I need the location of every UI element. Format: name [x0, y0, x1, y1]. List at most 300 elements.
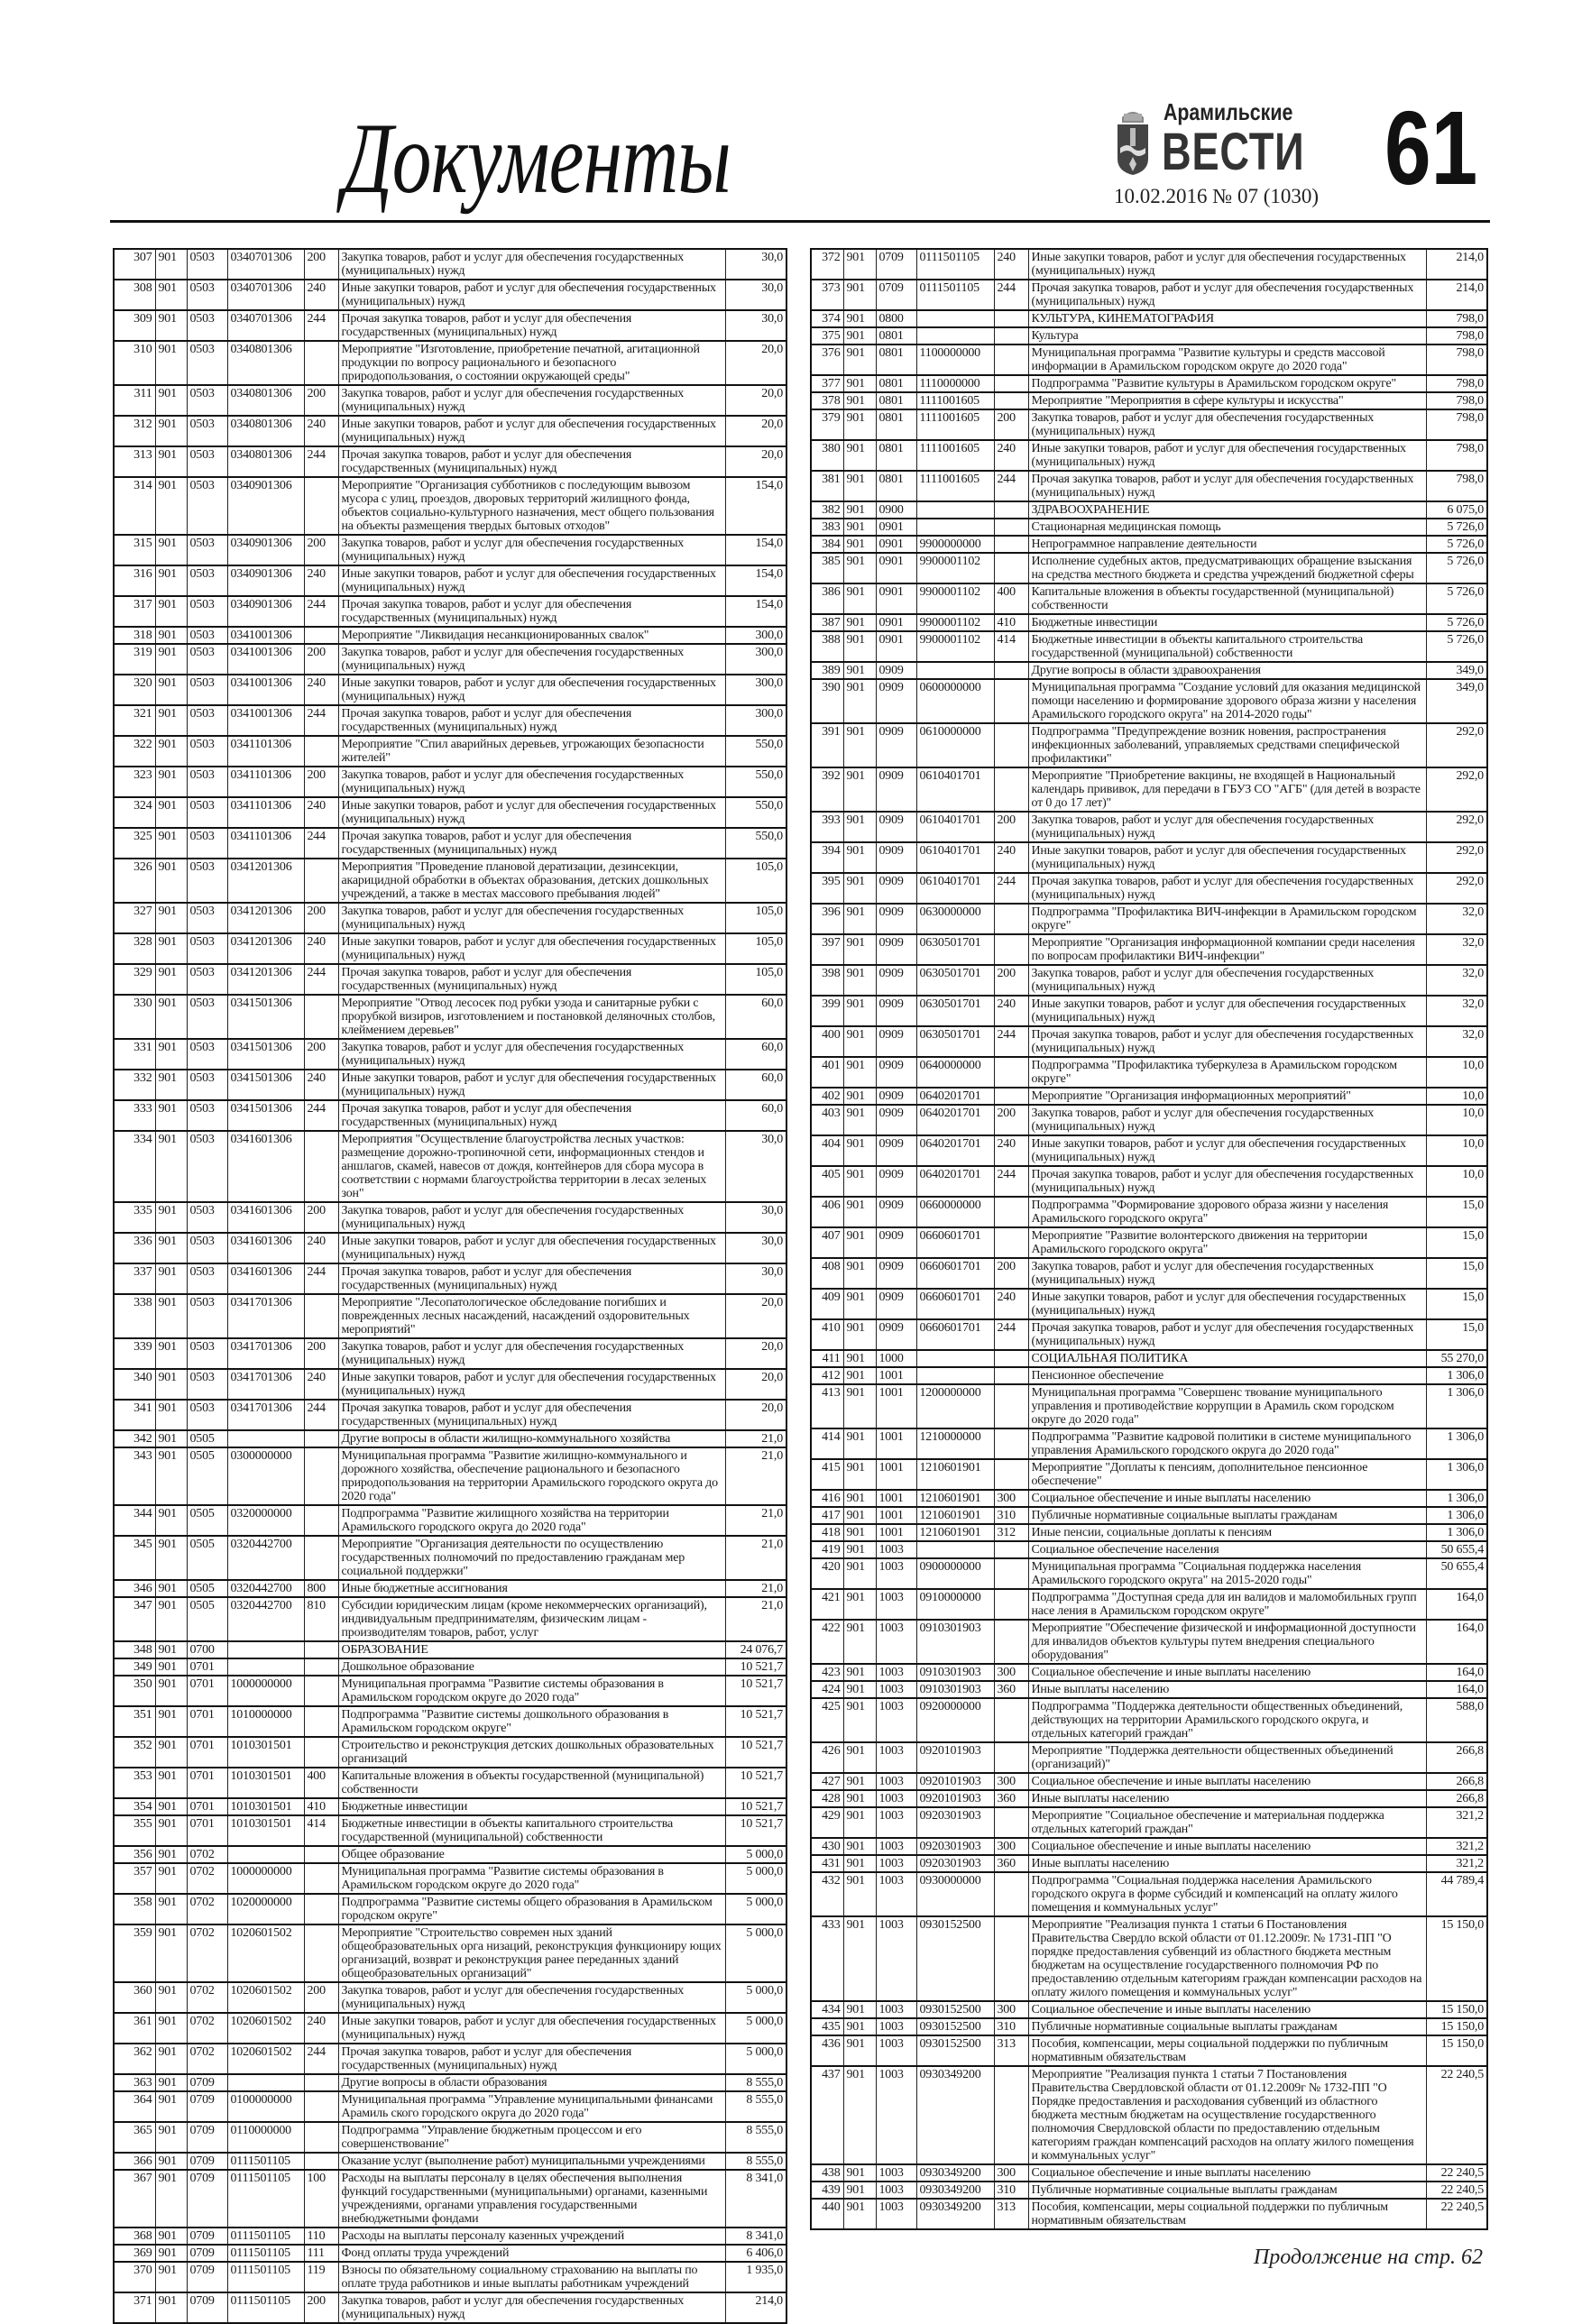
item-description: Закупка товаров, работ и услуг для обеспечения государственных (муниципальных) нужд — [338, 1982, 725, 2013]
table-row — [114, 249, 786, 280]
table-row — [811, 1258, 1487, 1289]
expense-type-code — [994, 1197, 1028, 1227]
section-code: 1003 — [876, 2066, 916, 2164]
table-row — [114, 2228, 786, 2245]
row-number: 361 — [114, 2013, 155, 2044]
row-number: 381 — [811, 471, 843, 501]
target-item-code — [227, 1641, 304, 1658]
department-code: 901 — [843, 2066, 876, 2164]
department-code: 901 — [843, 1459, 876, 1490]
target-item-code: 0930000000 — [916, 1872, 994, 1916]
section-code: 0503 — [187, 797, 227, 828]
table-row — [811, 1773, 1487, 1790]
row-number: 327 — [114, 903, 155, 933]
amount: 8 555,0 — [725, 2153, 786, 2170]
department-code: 901 — [843, 1197, 876, 1227]
department-code: 901 — [843, 1698, 876, 1742]
department-code: 901 — [843, 392, 876, 409]
expense-type-code: 119 — [304, 2262, 338, 2292]
department-code: 901 — [155, 1641, 187, 1658]
target-item-code: 0341501306 — [227, 1100, 304, 1131]
table-row — [114, 2044, 786, 2074]
table-row — [114, 310, 786, 341]
department-code: 901 — [843, 1227, 876, 1258]
target-item-code: 0340701306 — [227, 310, 304, 341]
target-item-code: 0630501701 — [916, 965, 994, 996]
section-code: 1003 — [876, 1773, 916, 1790]
department-code: 901 — [155, 1369, 187, 1400]
row-number: 356 — [114, 1846, 155, 1863]
target-item-code: 0340901306 — [227, 596, 304, 627]
target-item-code: 0111501105 — [227, 2228, 304, 2245]
item-description: Прочая закупка товаров, работ и услуг для обеспечения государственных (муниципальных) нужд — [338, 596, 725, 627]
expense-type-code — [304, 859, 338, 903]
table-row — [114, 2170, 786, 2228]
department-code: 901 — [843, 440, 876, 471]
amount: 1 306,0 — [1426, 1507, 1487, 1524]
target-item-code: 1020000000 — [227, 1894, 304, 1924]
department-code: 901 — [155, 1580, 187, 1597]
section-code: 0702 — [187, 2013, 227, 2044]
section-code: 1003 — [876, 1916, 916, 2001]
expense-type-code: 240 — [304, 416, 338, 446]
row-number: 371 — [114, 2292, 155, 2323]
section-code: 0909 — [876, 1197, 916, 1227]
expense-type-code: 110 — [304, 2228, 338, 2245]
amount: 154,0 — [725, 596, 786, 627]
table-row — [811, 2164, 1487, 2182]
expense-type-code — [994, 519, 1028, 536]
target-item-code: 1210000000 — [916, 1428, 994, 1459]
target-item-code: 0930152500 — [916, 2035, 994, 2066]
expense-type-code — [994, 723, 1028, 767]
target-item-code: 0340901306 — [227, 477, 304, 535]
department-code: 901 — [843, 471, 876, 501]
item-description: Прочая закупка товаров, работ и услуг для обеспечения государственных (муниципальных) нужд — [338, 1263, 725, 1294]
expense-type-code: 200 — [304, 767, 338, 797]
amount: 32,0 — [1426, 996, 1487, 1026]
table-row — [811, 1384, 1487, 1428]
expense-type-code — [994, 1350, 1028, 1367]
row-number: 406 — [811, 1197, 843, 1227]
table-row — [811, 519, 1487, 536]
department-code: 901 — [843, 965, 876, 996]
section-code: 0909 — [876, 679, 916, 723]
row-number: 433 — [811, 1916, 843, 2001]
amount: 20,0 — [725, 1338, 786, 1369]
item-description: Социальное обеспечение и иные выплаты населению — [1028, 1664, 1426, 1681]
expense-type-code: 244 — [304, 828, 338, 859]
target-item-code: 0930349200 — [916, 2199, 994, 2229]
row-number: 386 — [811, 583, 843, 614]
row-number: 315 — [114, 535, 155, 565]
target-item-code: 0341201306 — [227, 859, 304, 903]
department-code: 901 — [155, 416, 187, 446]
row-number: 308 — [114, 280, 155, 310]
department-code: 901 — [843, 536, 876, 553]
row-number: 353 — [114, 1768, 155, 1798]
expense-type-code: 200 — [304, 1982, 338, 2013]
section-code: 0701 — [187, 1798, 227, 1815]
section-code: 0909 — [876, 1258, 916, 1289]
expense-type-code: 313 — [994, 2035, 1028, 2066]
row-number: 402 — [811, 1088, 843, 1105]
item-description: Подпрограмма "Доступная среда для ин валидов и маломобильных групп насе ления в Арамильском городском округе" — [1028, 1589, 1426, 1620]
section-code: 0503 — [187, 1070, 227, 1100]
expense-type-code — [994, 392, 1028, 409]
row-number: 416 — [811, 1490, 843, 1507]
expense-type-code: 240 — [994, 249, 1028, 280]
section-code: 0503 — [187, 1131, 227, 1202]
table-row — [114, 1676, 786, 1706]
amount: 164,0 — [1426, 1620, 1487, 1664]
department-code: 901 — [843, 2001, 876, 2018]
expense-type-code — [994, 536, 1028, 553]
expense-type-code: 240 — [304, 280, 338, 310]
expense-type-code: 200 — [994, 1105, 1028, 1135]
item-description: Подпрограмма "Развитие системы дошкольного образования в Арамильском городском округе" — [338, 1706, 725, 1737]
table-row — [114, 1580, 786, 1597]
department-code: 901 — [843, 553, 876, 583]
section-code: 0701 — [187, 1658, 227, 1676]
row-number: 340 — [114, 1369, 155, 1400]
amount: 1 935,0 — [725, 2262, 786, 2292]
target-item-code: 1210601901 — [916, 1507, 994, 1524]
department-code: 901 — [843, 1428, 876, 1459]
amount: 5 726,0 — [1426, 519, 1487, 536]
expense-type-code — [304, 2091, 338, 2122]
expense-type-code — [994, 1459, 1028, 1490]
item-description: Непрограммное направление деятельности — [1028, 536, 1426, 553]
section-code: 0702 — [187, 1894, 227, 1924]
target-item-code: 0930349200 — [916, 2164, 994, 2182]
department-code: 901 — [155, 310, 187, 341]
department-code: 901 — [155, 627, 187, 644]
row-number: 397 — [811, 934, 843, 965]
item-description: Закупка товаров, работ и услуг для обеспечения государственных (муниципальных) нужд — [1028, 409, 1426, 440]
table-row — [114, 1641, 786, 1658]
item-description: Прочая закупка товаров, работ и услуг для обеспечения государственных (муниципальных) нужд — [1028, 280, 1426, 310]
table-row — [114, 1737, 786, 1768]
section-code: 1003 — [876, 1698, 916, 1742]
row-number: 367 — [114, 2170, 155, 2228]
section-code: 0709 — [187, 2153, 227, 2170]
row-number: 333 — [114, 1100, 155, 1131]
expense-type-code — [304, 1641, 338, 1658]
item-description: Прочая закупка товаров, работ и услуг для обеспечения государственных (муниципальных) нужд — [338, 1400, 725, 1430]
item-description: Культура — [1028, 327, 1426, 344]
department-code: 901 — [843, 2182, 876, 2199]
department-code: 901 — [843, 310, 876, 327]
section-code: 0709 — [187, 2245, 227, 2262]
expense-type-code: 244 — [994, 1026, 1028, 1057]
department-code: 901 — [155, 596, 187, 627]
department-code: 901 — [843, 1855, 876, 1872]
target-item-code: 1210601901 — [916, 1459, 994, 1490]
table-row — [811, 1589, 1487, 1620]
table-row — [811, 1350, 1487, 1367]
row-number: 339 — [114, 1338, 155, 1369]
item-description: Иные закупки товаров, работ и услуг для обеспечения государственных (муниципальных) нужд — [338, 797, 725, 828]
expense-type-code: 400 — [304, 1768, 338, 1798]
table-row — [811, 1807, 1487, 1838]
department-code: 901 — [155, 446, 187, 477]
amount: 321,2 — [1426, 1855, 1487, 1872]
item-description: Пенсионное обеспечение — [1028, 1367, 1426, 1384]
amount: 10 521,7 — [725, 1658, 786, 1676]
amount: 55 270,0 — [1426, 1350, 1487, 1367]
amount: 20,0 — [725, 1294, 786, 1338]
row-number: 436 — [811, 2035, 843, 2066]
section-code: 0505 — [187, 1580, 227, 1597]
row-number: 401 — [811, 1057, 843, 1088]
expense-type-code — [994, 1367, 1028, 1384]
item-description: Подпрограмма "Управление бюджетным процессом и его совершенствование" — [338, 2122, 725, 2153]
target-item-code: 0320442700 — [227, 1580, 304, 1597]
paper-name-main: ВЕСТИ — [1162, 123, 1305, 181]
expense-type-code: 111 — [304, 2245, 338, 2262]
item-description: Пособия, компенсации, меры социальной поддержки по публичным нормативным обязательствам — [1028, 2035, 1426, 2066]
target-item-code: 0341601306 — [227, 1131, 304, 1202]
section-code: 0801 — [876, 440, 916, 471]
section-code: 0901 — [876, 519, 916, 536]
item-description: Прочая закупка товаров, работ и услуг для обеспечения государственных (муниципальных) нужд — [338, 2044, 725, 2074]
amount: 20,0 — [725, 1369, 786, 1400]
department-code: 901 — [155, 767, 187, 797]
expense-type-code — [304, 736, 338, 767]
item-description: Прочая закупка товаров, работ и услуг для обеспечения государственных (муниципальных) нужд — [338, 446, 725, 477]
expense-type-code — [304, 1447, 338, 1505]
department-code: 901 — [155, 1100, 187, 1131]
expense-type-code: 200 — [304, 1202, 338, 1233]
item-description: Подпрограмма "Развитие культуры в Арамильском городском округе" — [1028, 375, 1426, 392]
table-row — [114, 1924, 786, 1982]
expense-type-code: 240 — [304, 1070, 338, 1100]
table-row — [811, 1166, 1487, 1197]
target-item-code: 1010301501 — [227, 1737, 304, 1768]
amount: 5 000,0 — [725, 2013, 786, 2044]
table-row — [811, 1664, 1487, 1681]
budget-table-right — [810, 248, 1488, 2230]
expense-type-code — [304, 1846, 338, 1863]
amount: 300,0 — [725, 644, 786, 675]
expense-type-code: 200 — [304, 1338, 338, 1369]
amount: 50 655,4 — [1426, 1541, 1487, 1558]
row-number: 341 — [114, 1400, 155, 1430]
expense-type-code — [994, 679, 1028, 723]
amount: 550,0 — [725, 767, 786, 797]
amount: 8 555,0 — [725, 2091, 786, 2122]
section-code: 0801 — [876, 471, 916, 501]
section-code: 0801 — [876, 344, 916, 375]
department-code: 901 — [155, 828, 187, 859]
expense-type-code: 300 — [994, 1490, 1028, 1507]
table-row — [114, 1768, 786, 1798]
target-item-code: 1010301501 — [227, 1768, 304, 1798]
expense-type-code: 414 — [994, 631, 1028, 662]
section-code: 1003 — [876, 1872, 916, 1916]
row-number: 400 — [811, 1026, 843, 1057]
table-row — [811, 1319, 1487, 1350]
row-number: 440 — [811, 2199, 843, 2229]
expense-type-code: 244 — [304, 596, 338, 627]
row-number: 392 — [811, 767, 843, 812]
table-row — [811, 392, 1487, 409]
item-description: Иные пенсии, социальные доплаты к пенсиям — [1028, 1524, 1426, 1541]
row-number: 398 — [811, 965, 843, 996]
row-number: 343 — [114, 1447, 155, 1505]
amount: 30,0 — [725, 1131, 786, 1202]
department-code: 901 — [843, 1524, 876, 1541]
expense-type-code — [304, 1676, 338, 1706]
section-code: 0505 — [187, 1505, 227, 1536]
item-description: Подпрограмма "Поддержка деятельности общественных объединений, действующих на территории Арамильского городского округа, и отдельных категорий граждан" — [1028, 1698, 1426, 1742]
section-code: 0702 — [187, 1846, 227, 1863]
amount: 266,8 — [1426, 1742, 1487, 1773]
section-code: 0709 — [876, 249, 916, 280]
table-row — [811, 614, 1487, 631]
amount: 550,0 — [725, 797, 786, 828]
amount: 1 306,0 — [1426, 1459, 1487, 1490]
expense-type-code: 360 — [994, 1790, 1028, 1807]
target-item-code: 0920301903 — [916, 1807, 994, 1838]
amount: 10 521,7 — [725, 1768, 786, 1798]
table-row — [114, 280, 786, 310]
item-description: Субсидии юридическим лицам (кроме некоммерческих организаций), индивидуальным предпринимателям, физическим лицам - производителям товаров, работ, услуг — [338, 1597, 725, 1641]
amount: 349,0 — [1426, 679, 1487, 723]
amount: 550,0 — [725, 736, 786, 767]
item-description: Мероприятие "Доплаты к пенсиям, дополнительное пенсионное обеспечение" — [1028, 1459, 1426, 1490]
table-row — [811, 631, 1487, 662]
expense-type-code: 800 — [304, 1580, 338, 1597]
row-number: 359 — [114, 1924, 155, 1982]
table-row — [114, 1070, 786, 1100]
target-item-code: 0910301903 — [916, 1664, 994, 1681]
section-code: 1003 — [876, 1790, 916, 1807]
table-row — [811, 1698, 1487, 1742]
expense-type-code — [304, 341, 338, 385]
department-code: 901 — [843, 1620, 876, 1664]
amount: 588,0 — [1426, 1698, 1487, 1742]
section-code: 0709 — [187, 2091, 227, 2122]
row-number: 347 — [114, 1597, 155, 1641]
section-code: 0503 — [187, 1233, 227, 1263]
amount: 32,0 — [1426, 904, 1487, 934]
item-description: Муниципальная программа "Развитие системы образования в Арамильском городском округе до 2020 года" — [338, 1676, 725, 1706]
department-code: 901 — [843, 1350, 876, 1367]
target-item-code — [916, 327, 994, 344]
department-code: 901 — [155, 1202, 187, 1233]
department-code: 901 — [843, 1367, 876, 1384]
target-item-code: 0640201701 — [916, 1135, 994, 1166]
amount: 798,0 — [1426, 375, 1487, 392]
amount: 20,0 — [725, 416, 786, 446]
table-row — [114, 1263, 786, 1294]
table-row — [811, 1459, 1487, 1490]
row-number: 399 — [811, 996, 843, 1026]
item-description: Иные закупки товаров, работ и услуг для обеспечения государственных (муниципальных) нужд — [338, 933, 725, 964]
amount: 21,0 — [725, 1505, 786, 1536]
amount: 105,0 — [725, 964, 786, 995]
section-code: 0503 — [187, 1100, 227, 1131]
expense-type-code: 244 — [304, 705, 338, 736]
amount: 22 240,5 — [1426, 2199, 1487, 2229]
table-row — [811, 1507, 1487, 1524]
item-description: Бюджетные инвестиции — [338, 1798, 725, 1815]
row-number: 358 — [114, 1894, 155, 1924]
table-row — [114, 1338, 786, 1369]
item-description: Закупка товаров, работ и услуг для обеспечения государственных (муниципальных) нужд — [338, 767, 725, 797]
table-row — [114, 446, 786, 477]
item-description: Муниципальная программа "Совершенс твование муниципального управления и противодействие коррупции в Арамиль ском городском округе до 2020 года" — [1028, 1384, 1426, 1428]
row-number: 328 — [114, 933, 155, 964]
table-row — [811, 1681, 1487, 1698]
section-code: 1003 — [876, 1664, 916, 1681]
table-row — [114, 596, 786, 627]
section-code: 0701 — [187, 1706, 227, 1737]
table-row — [114, 933, 786, 964]
department-code: 901 — [155, 535, 187, 565]
expense-type-code: 244 — [994, 1319, 1028, 1350]
section-code: 0909 — [876, 1166, 916, 1197]
section-code: 0701 — [187, 1768, 227, 1798]
section-code: 0503 — [187, 385, 227, 416]
table-row — [811, 1289, 1487, 1319]
target-item-code: 9900001102 — [916, 614, 994, 631]
amount: 15,0 — [1426, 1258, 1487, 1289]
table-row — [114, 1131, 786, 1202]
row-number: 418 — [811, 1524, 843, 1541]
department-code: 901 — [155, 1924, 187, 1982]
section-code: 0503 — [187, 280, 227, 310]
expense-type-code — [994, 904, 1028, 934]
amount: 5 000,0 — [725, 1846, 786, 1863]
department-code: 901 — [155, 385, 187, 416]
row-number: 385 — [811, 553, 843, 583]
target-item-code: 0341501306 — [227, 1039, 304, 1070]
amount: 214,0 — [1426, 280, 1487, 310]
expense-type-code — [304, 477, 338, 535]
department-code: 901 — [155, 644, 187, 675]
row-number: 431 — [811, 1855, 843, 1872]
amount: 21,0 — [725, 1597, 786, 1641]
section-code: 0505 — [187, 1447, 227, 1505]
department-code: 901 — [155, 2074, 187, 2091]
department-code: 901 — [155, 280, 187, 310]
target-item-code: 0660601701 — [916, 1289, 994, 1319]
expense-type-code: 310 — [994, 2182, 1028, 2199]
row-number: 354 — [114, 1798, 155, 1815]
row-number: 326 — [114, 859, 155, 903]
department-code: 901 — [155, 1768, 187, 1798]
table-row — [114, 797, 786, 828]
amount: 15,0 — [1426, 1289, 1487, 1319]
item-description: Мероприятие "Обеспечение физической и информационной доступности для инвалидов объектов культуры путем внедрения специального оборудования" — [1028, 1620, 1426, 1664]
row-number: 363 — [114, 2074, 155, 2091]
section-code: 1003 — [876, 1742, 916, 1773]
target-item-code: 1020601502 — [227, 1924, 304, 1982]
amount: 24 076,7 — [725, 1641, 786, 1658]
department-code: 901 — [155, 477, 187, 535]
item-description: ЗДРАВООХРАНЕНИЕ — [1028, 501, 1426, 519]
table-row — [114, 2122, 786, 2153]
table-row — [114, 2245, 786, 2262]
expense-type-code: 414 — [304, 1815, 338, 1846]
target-item-code: 0930349200 — [916, 2066, 994, 2164]
section-code: 1003 — [876, 2035, 916, 2066]
department-code: 901 — [843, 1742, 876, 1773]
target-item-code: 0341001306 — [227, 627, 304, 644]
